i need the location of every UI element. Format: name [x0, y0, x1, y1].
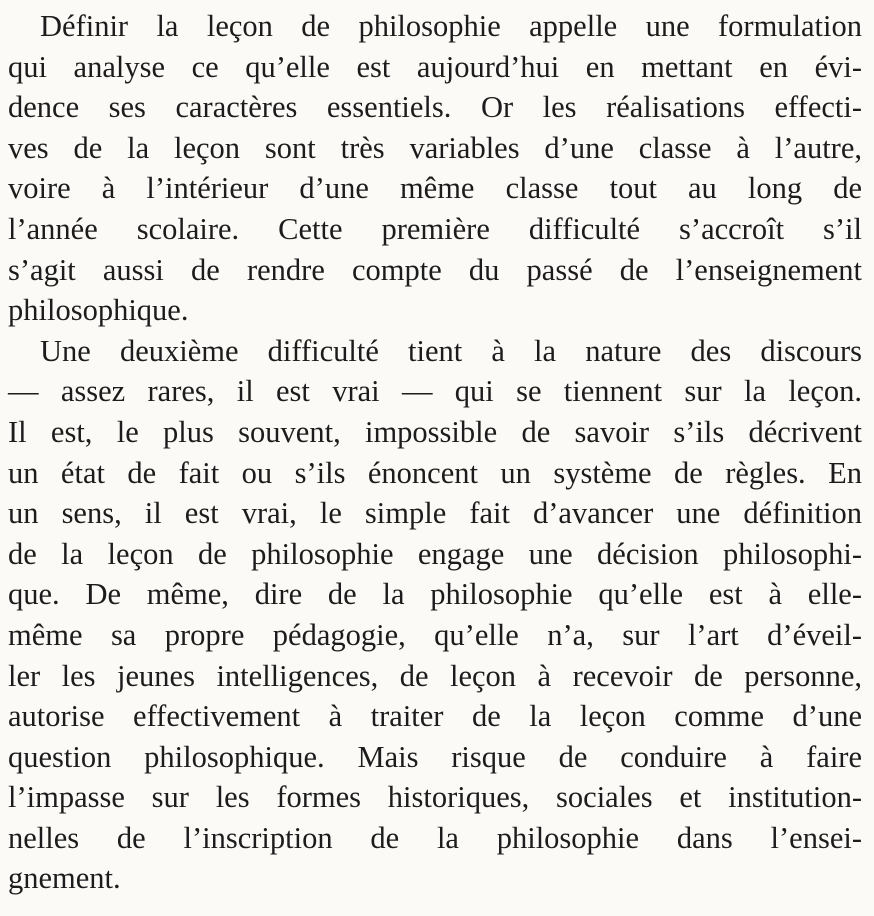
text-line: voire à l’intérieur d’une même classe tout au long de — [8, 171, 862, 206]
text-line: l’année scolaire. Cette première difficulté s’accroît s’il — [8, 211, 862, 246]
paragraph-1 — [8, 6, 862, 331]
text-line: Définir la leçon de philosophie appelle une formulation — [40, 9, 862, 43]
text-line: même sa propre pédagogie, qu’elle n’a, sur l’art d’éveil- — [8, 617, 862, 652]
text-line: que. De même, dire de la philosophie qu’elle est à elle- — [8, 577, 862, 612]
text-line: de la leçon de philosophie engage une décision philosophi- — [8, 536, 862, 571]
text-line: ves de la leçon sont très variables d’une classe à l’autre, — [8, 130, 862, 165]
text-line: question philosophique. Mais risque de conduire à faire — [8, 739, 862, 774]
text-line: qui analyse ce qu’elle est aujourd’hui en mettant en évi- — [8, 49, 862, 84]
text-line: s’agit aussi de rendre compte du passé de l’enseignement — [8, 252, 862, 287]
text-line: ler les jeunes intelligences, de leçon à recevoir de personne, — [8, 658, 862, 693]
text-line: nelles de l’inscription de la philosophie dans l’ensei- — [8, 820, 862, 855]
text-line: philosophique. — [8, 293, 189, 328]
text-line: Il est, le plus souvent, impossible de savoir s’ils décrivent — [8, 414, 862, 449]
text-line: Une deuxième difficulté tient à la nature des discours — [40, 333, 862, 368]
text-line: un état de fait ou s’ils énoncent un système de règles. En — [8, 455, 862, 490]
text-line: un sens, il est vrai, le simple fait d’avancer une définition — [8, 496, 862, 531]
text-line: — assez rares, il est vrai — qui se tiennent sur la leçon. — [8, 374, 862, 409]
text-line: dence ses caractères essentiels. Or les réalisations effecti- — [8, 90, 862, 125]
text-line: autorise effectivement à traiter de la leçon comme d’une — [8, 699, 862, 734]
text-line: l’impasse sur les formes historiques, sociales et institution- — [8, 780, 862, 815]
paragraph-2 — [8, 331, 862, 899]
text-line: gnement. — [8, 861, 121, 896]
